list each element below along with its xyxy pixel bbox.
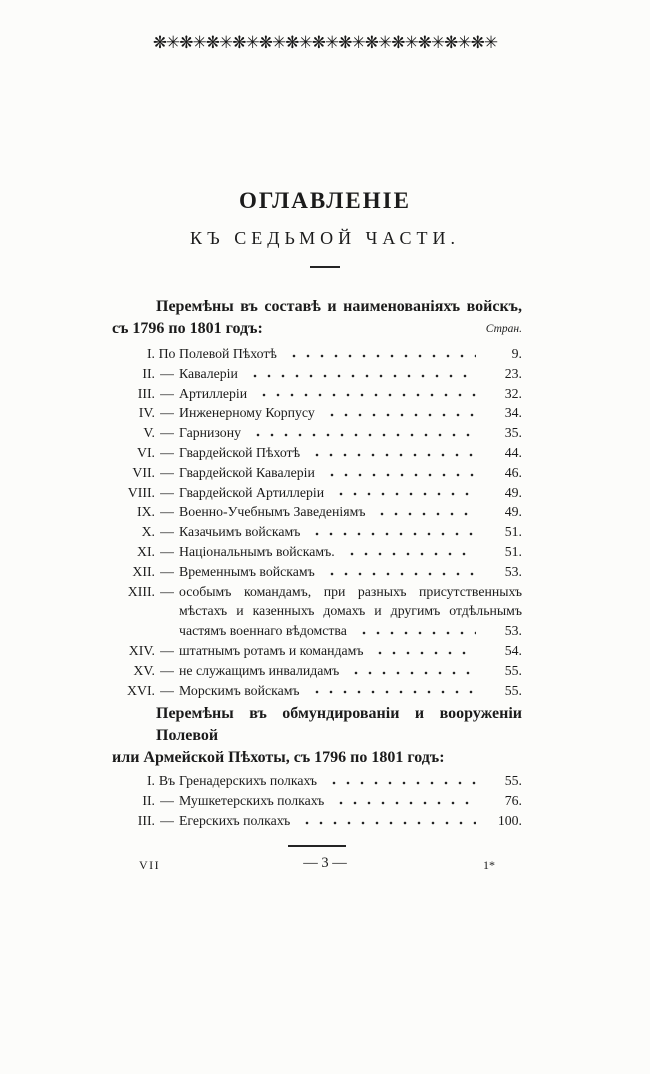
toc-wrapped-label: [179, 582, 522, 641]
toc-dash: —: [160, 444, 174, 460]
toc-label: Морскимъ войскамъ: [179, 682, 300, 698]
toc-numeral: VI.: [136, 444, 155, 460]
toc-label: Гренадерскихъ полкахъ: [179, 773, 317, 789]
footer-page-number: — 3 —: [303, 855, 347, 871]
toc-page-number: 49.: [504, 504, 522, 520]
dot-leader: [373, 502, 476, 522]
toc-sections: [112, 296, 522, 831]
toc-numeral: I.: [146, 346, 155, 361]
section-heading-line: Перемѣны въ составѣ и наименованіяхъ войскъ,: [156, 298, 522, 315]
toc-numeral: V.: [143, 425, 155, 441]
section-heading-line: Перемѣны въ обмундированіи и вооруженіи Полевой: [156, 705, 522, 745]
toc-label: штатнымъ ротамъ и командамъ: [179, 642, 364, 658]
toc-label: Инженерному Корпусу: [179, 405, 315, 421]
toc-numeral: XIV.: [128, 642, 155, 658]
toc-row: [112, 811, 522, 831]
toc-page-number: 53.: [504, 623, 522, 639]
toc-label: Полевой Пѣхотѣ: [179, 346, 277, 361]
toc-page-number: 55.: [504, 682, 522, 698]
dot-leader: [332, 483, 476, 503]
dot-leader: [308, 681, 476, 701]
toc-row: [112, 364, 522, 384]
toc-list: [112, 771, 522, 830]
toc-numeral: XV.: [133, 662, 155, 678]
dot-leader: [255, 384, 476, 404]
toc-page-number: 100.: [497, 812, 522, 828]
toc-page-number: 51.: [504, 543, 522, 559]
toc-row: [112, 463, 522, 483]
toc-section: [112, 703, 522, 830]
toc-row: [112, 681, 522, 701]
toc-page-number: 51.: [504, 524, 522, 540]
toc-page-number: 49.: [504, 484, 522, 500]
toc-label: Кавалеріи: [179, 365, 238, 381]
dot-leader: [343, 542, 476, 562]
dot-leader: [347, 661, 476, 681]
toc-row: [112, 582, 522, 641]
pages-column-label: Стран.: [485, 323, 522, 335]
toc-page-number: 34.: [504, 405, 522, 421]
toc-dash: Въ: [158, 773, 176, 789]
toc-numeral: XI.: [136, 543, 155, 559]
toc-label: Гвардейской Пѣхотѣ: [179, 444, 301, 460]
bottom-divider-rule: [288, 845, 346, 847]
dot-leader: [298, 811, 476, 831]
toc-label: Военно-Учебнымъ Заведеніямъ: [179, 504, 366, 520]
toc-label: Артиллеріи: [179, 385, 248, 401]
dot-leader: [246, 364, 476, 384]
toc-dash: По: [158, 346, 176, 361]
dot-leader: [308, 522, 476, 542]
toc-page-number: 54.: [504, 642, 522, 658]
toc-row: [112, 562, 522, 582]
ornament-band: ❋✳❋✳❋✳❋✳❋✳❋✳❋✳❋✳❋✳❋✳❋✳❋✳❋✳: [152, 33, 498, 53]
toc-row: [112, 791, 522, 811]
page-subtitle: КЪ СЕДЬМОЙ ЧАСТИ.: [190, 228, 460, 248]
dot-leader: [285, 344, 476, 364]
toc-numeral: IV.: [138, 405, 155, 421]
toc-numeral: XIII.: [127, 583, 155, 599]
toc-numeral: I.: [146, 773, 155, 789]
toc-row: [112, 771, 522, 791]
toc-page-number: 9.: [511, 346, 522, 361]
toc-dash: —: [160, 484, 174, 500]
toc-section: [112, 296, 522, 700]
toc-page-number: 55.: [504, 773, 522, 789]
toc-label: Гвардейской Артиллеріи: [179, 484, 325, 500]
toc-numeral: III.: [137, 385, 155, 401]
toc-label: не служащимъ инвалидамъ: [179, 662, 340, 678]
toc-page-number: 35.: [504, 425, 522, 441]
toc-row: [112, 641, 522, 661]
toc-label: Егерскихъ полкахъ: [179, 812, 291, 828]
footer-signature-mark: 1*: [483, 858, 495, 872]
toc-dash: —: [160, 385, 174, 401]
toc-dash: —: [160, 642, 174, 658]
toc-label: Казачьимъ войскамъ: [179, 524, 301, 540]
dot-leader: [323, 463, 476, 483]
dot-leader: [323, 562, 476, 582]
toc-numeral: X.: [141, 524, 155, 540]
section-heading-line: или Армейской Пѣхоты, съ 1796 по 1801 годъ:: [112, 749, 445, 767]
toc-dash: —: [160, 793, 174, 809]
toc-row: [112, 403, 522, 423]
toc-row: [112, 483, 522, 503]
toc-dash: —: [160, 812, 174, 828]
dot-leader: [308, 443, 476, 463]
table-of-contents: [112, 296, 522, 847]
title-divider-rule: [310, 266, 340, 268]
toc-label: Гвардейской Кавалеріи: [179, 464, 315, 480]
toc-row: [112, 384, 522, 404]
toc-page-number: 76.: [504, 793, 522, 809]
toc-page-number: 23.: [504, 365, 522, 381]
toc-label: Гарнизону: [179, 425, 241, 441]
toc-numeral: II.: [142, 365, 155, 381]
dot-leader: [371, 641, 476, 661]
dot-leader: [323, 403, 476, 423]
toc-dash: —: [160, 365, 174, 381]
toc-numeral: III.: [137, 812, 155, 828]
toc-label-line: особымъ командамъ, при разныхъ присутственныхъ: [179, 583, 522, 599]
footer-part-number: VII: [139, 858, 161, 872]
toc-label: Временнымъ войскамъ: [179, 563, 315, 579]
toc-dash: —: [160, 563, 174, 579]
toc-dash: —: [160, 464, 174, 480]
toc-dash: —: [160, 504, 174, 520]
toc-page-number: 44.: [504, 444, 522, 460]
toc-dash: —: [160, 583, 174, 599]
toc-label-last-line: [179, 621, 522, 641]
toc-row: [112, 502, 522, 522]
toc-page-number: 46.: [504, 464, 522, 480]
toc-row: [112, 423, 522, 443]
toc-numeral: VII.: [132, 464, 155, 480]
toc-list: [112, 344, 522, 700]
toc-dash: —: [160, 682, 174, 698]
toc-row: [112, 443, 522, 463]
page-title: ОГЛАВЛЕНІЕ: [239, 188, 411, 213]
toc-label: частямъ военнаго вѣдомства: [179, 623, 347, 639]
toc-row: [112, 522, 522, 542]
dot-leader: [249, 423, 476, 443]
toc-numeral: IX.: [136, 504, 155, 520]
toc-page-number: 55.: [504, 662, 522, 678]
toc-dash: —: [160, 405, 174, 421]
toc-row: [112, 542, 522, 562]
toc-label: Національнымъ войскамъ.: [179, 543, 335, 559]
toc-numeral: XVI.: [127, 682, 155, 698]
dot-leader: [325, 771, 476, 791]
toc-dash: —: [160, 543, 174, 559]
toc-numeral: VIII.: [127, 484, 155, 500]
toc-label-line: мѣстахъ и казенныхъ домахъ и другимъ отдѣльнымъ: [179, 603, 522, 619]
toc-dash: —: [160, 662, 174, 678]
toc-row: [112, 661, 522, 681]
toc-dash: —: [160, 425, 174, 441]
toc-page-number: 53.: [504, 563, 522, 579]
toc-row: [112, 344, 522, 364]
dot-leader: [355, 621, 476, 641]
toc-numeral: II.: [142, 793, 155, 809]
toc-numeral: XII.: [132, 563, 155, 579]
toc-dash: —: [160, 524, 174, 540]
toc-page-number: 32.: [504, 385, 522, 401]
toc-label: Мушкетерскихъ полкахъ: [179, 793, 325, 809]
dot-leader: [332, 791, 476, 811]
section-heading-line: съ 1796 по 1801 годъ:: [112, 320, 263, 337]
